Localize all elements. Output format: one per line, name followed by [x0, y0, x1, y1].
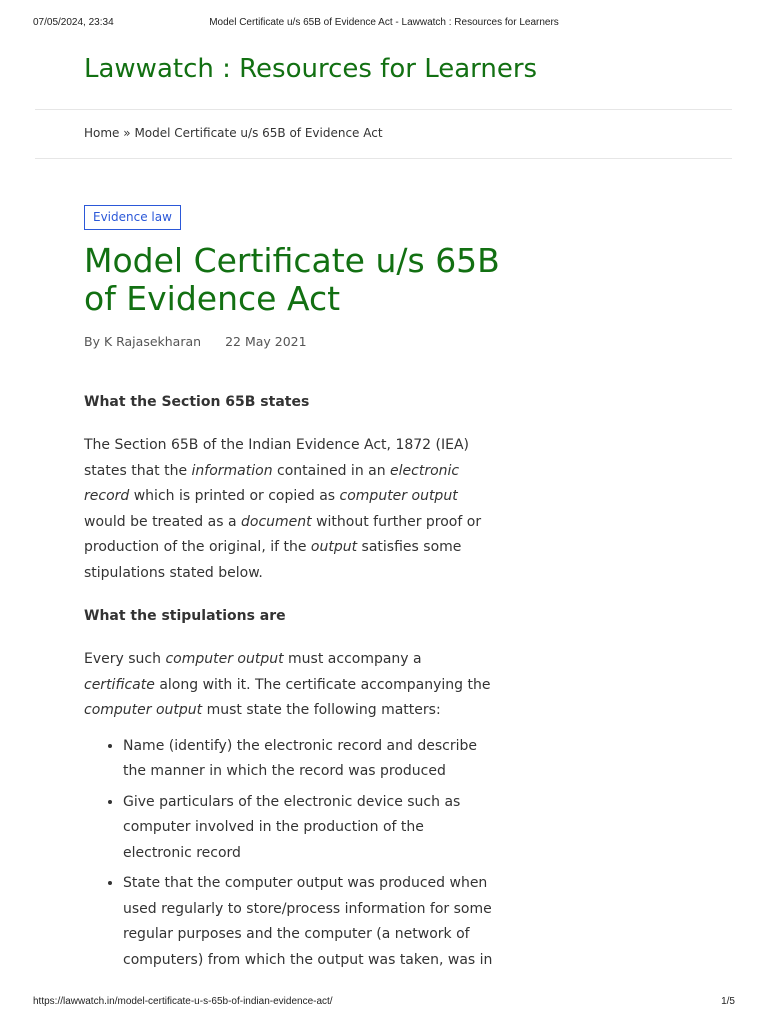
list-item: • Give particulars of the electronic device such as computer involved in the production of the electronic record [123, 790, 494, 867]
breadcrumb-current: Model Certificate u/s 65B of Evidence Act [134, 126, 383, 140]
stipulations-list [84, 734, 494, 974]
breadcrumb-home-link[interactable]: Home [84, 126, 120, 140]
section-heading: What the stipulations are [84, 608, 286, 624]
site-title-link[interactable]: Lawwatch : Resources for Learners [84, 54, 538, 84]
breadcrumb-separator: » [123, 126, 131, 140]
paragraph: Every such computer output must accompany a certificate along with it. The certificate accompanying the computer output must state the following matters: [84, 651, 491, 718]
post-content [84, 390, 494, 978]
category-tag-link[interactable]: Evidence law [84, 205, 181, 230]
post-title: Model Certificate u/s 65B of Evidence Act [84, 241, 500, 318]
print-page-title: Model Certificate u/s 65B of Evidence Act - Lawwatch : Resources for Learners [209, 17, 559, 28]
print-url: https://lawwatch.in/model-certificate-u-s-65b-of-indian-evidence-act/ [33, 996, 333, 1007]
list-item: • Name (identify) the electronic record and describe the manner in which the record was produced [123, 734, 494, 785]
header-divider [35, 109, 732, 110]
post-date: 22 May 2021 [225, 334, 307, 349]
paragraph: The Section 65B of the Indian Evidence Act, 1872 (IEA) states that the information contained in an electronic record which is printed or copied as computer output would be treated as a document without further proof or production of the original, if the output satisfies some stipulations stated below. [84, 437, 482, 581]
section-heading: What the Section 65B states [84, 394, 310, 410]
print-header [0, 17, 768, 31]
breadcrumb-divider [35, 158, 732, 159]
breadcrumb [84, 126, 383, 140]
print-footer [0, 996, 768, 1010]
post-byline [84, 334, 307, 349]
list-item: • State that the computer output was produced when used regularly to store/process information for some regular purposes and the computer (a network of computers) from which the output was taken, was in [123, 871, 494, 973]
print-page-number: 1/5 [721, 996, 735, 1007]
print-datetime: 07/05/2024, 23:34 [33, 17, 114, 28]
post-author: By K Rajasekharan [84, 334, 202, 349]
